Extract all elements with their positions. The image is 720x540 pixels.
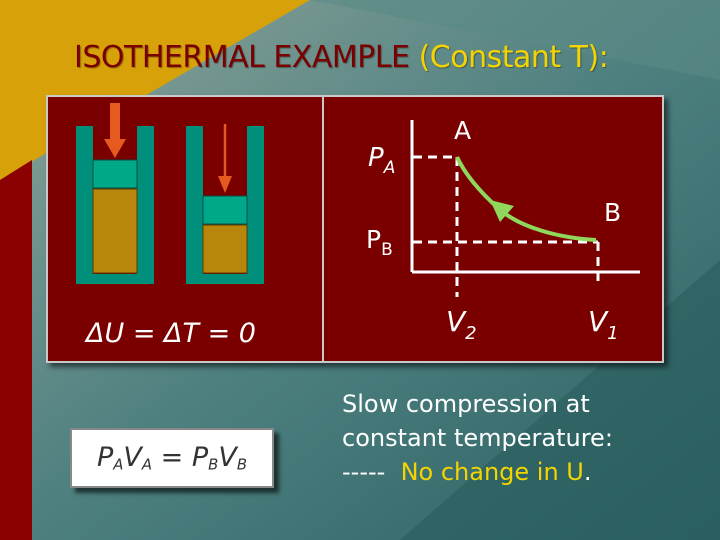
label-v1: $V_1$ — [588, 305, 619, 344]
caption-text — [342, 387, 702, 489]
pv-formula-box — [70, 428, 274, 488]
piston-2 — [203, 196, 247, 224]
gas-1 — [93, 189, 137, 273]
piston-1 — [93, 160, 137, 188]
energy-equation: ΔU = ΔT = 0 — [86, 318, 256, 349]
label-pa: $P_A$ — [368, 143, 396, 178]
label-pb: $P_B$ — [366, 225, 393, 260]
caption-line-3: ----- No change in U. — [342, 458, 592, 486]
label-v2: $V_2$ — [446, 305, 477, 344]
title-paren: (Constant T): — [418, 40, 609, 75]
point-a-label: A — [454, 116, 472, 145]
caption-line-1: Slow compression at — [342, 390, 590, 418]
caption-line-2: constant temperature: — [342, 424, 613, 452]
isotherm-curve — [457, 157, 596, 240]
pv-formula: $P_AV_A = P_BV_B$ — [96, 442, 248, 474]
gas-2 — [203, 225, 247, 273]
title-main: ISOTHERMAL EXAMPLE — [74, 40, 410, 75]
point-b-label: B — [604, 198, 622, 227]
